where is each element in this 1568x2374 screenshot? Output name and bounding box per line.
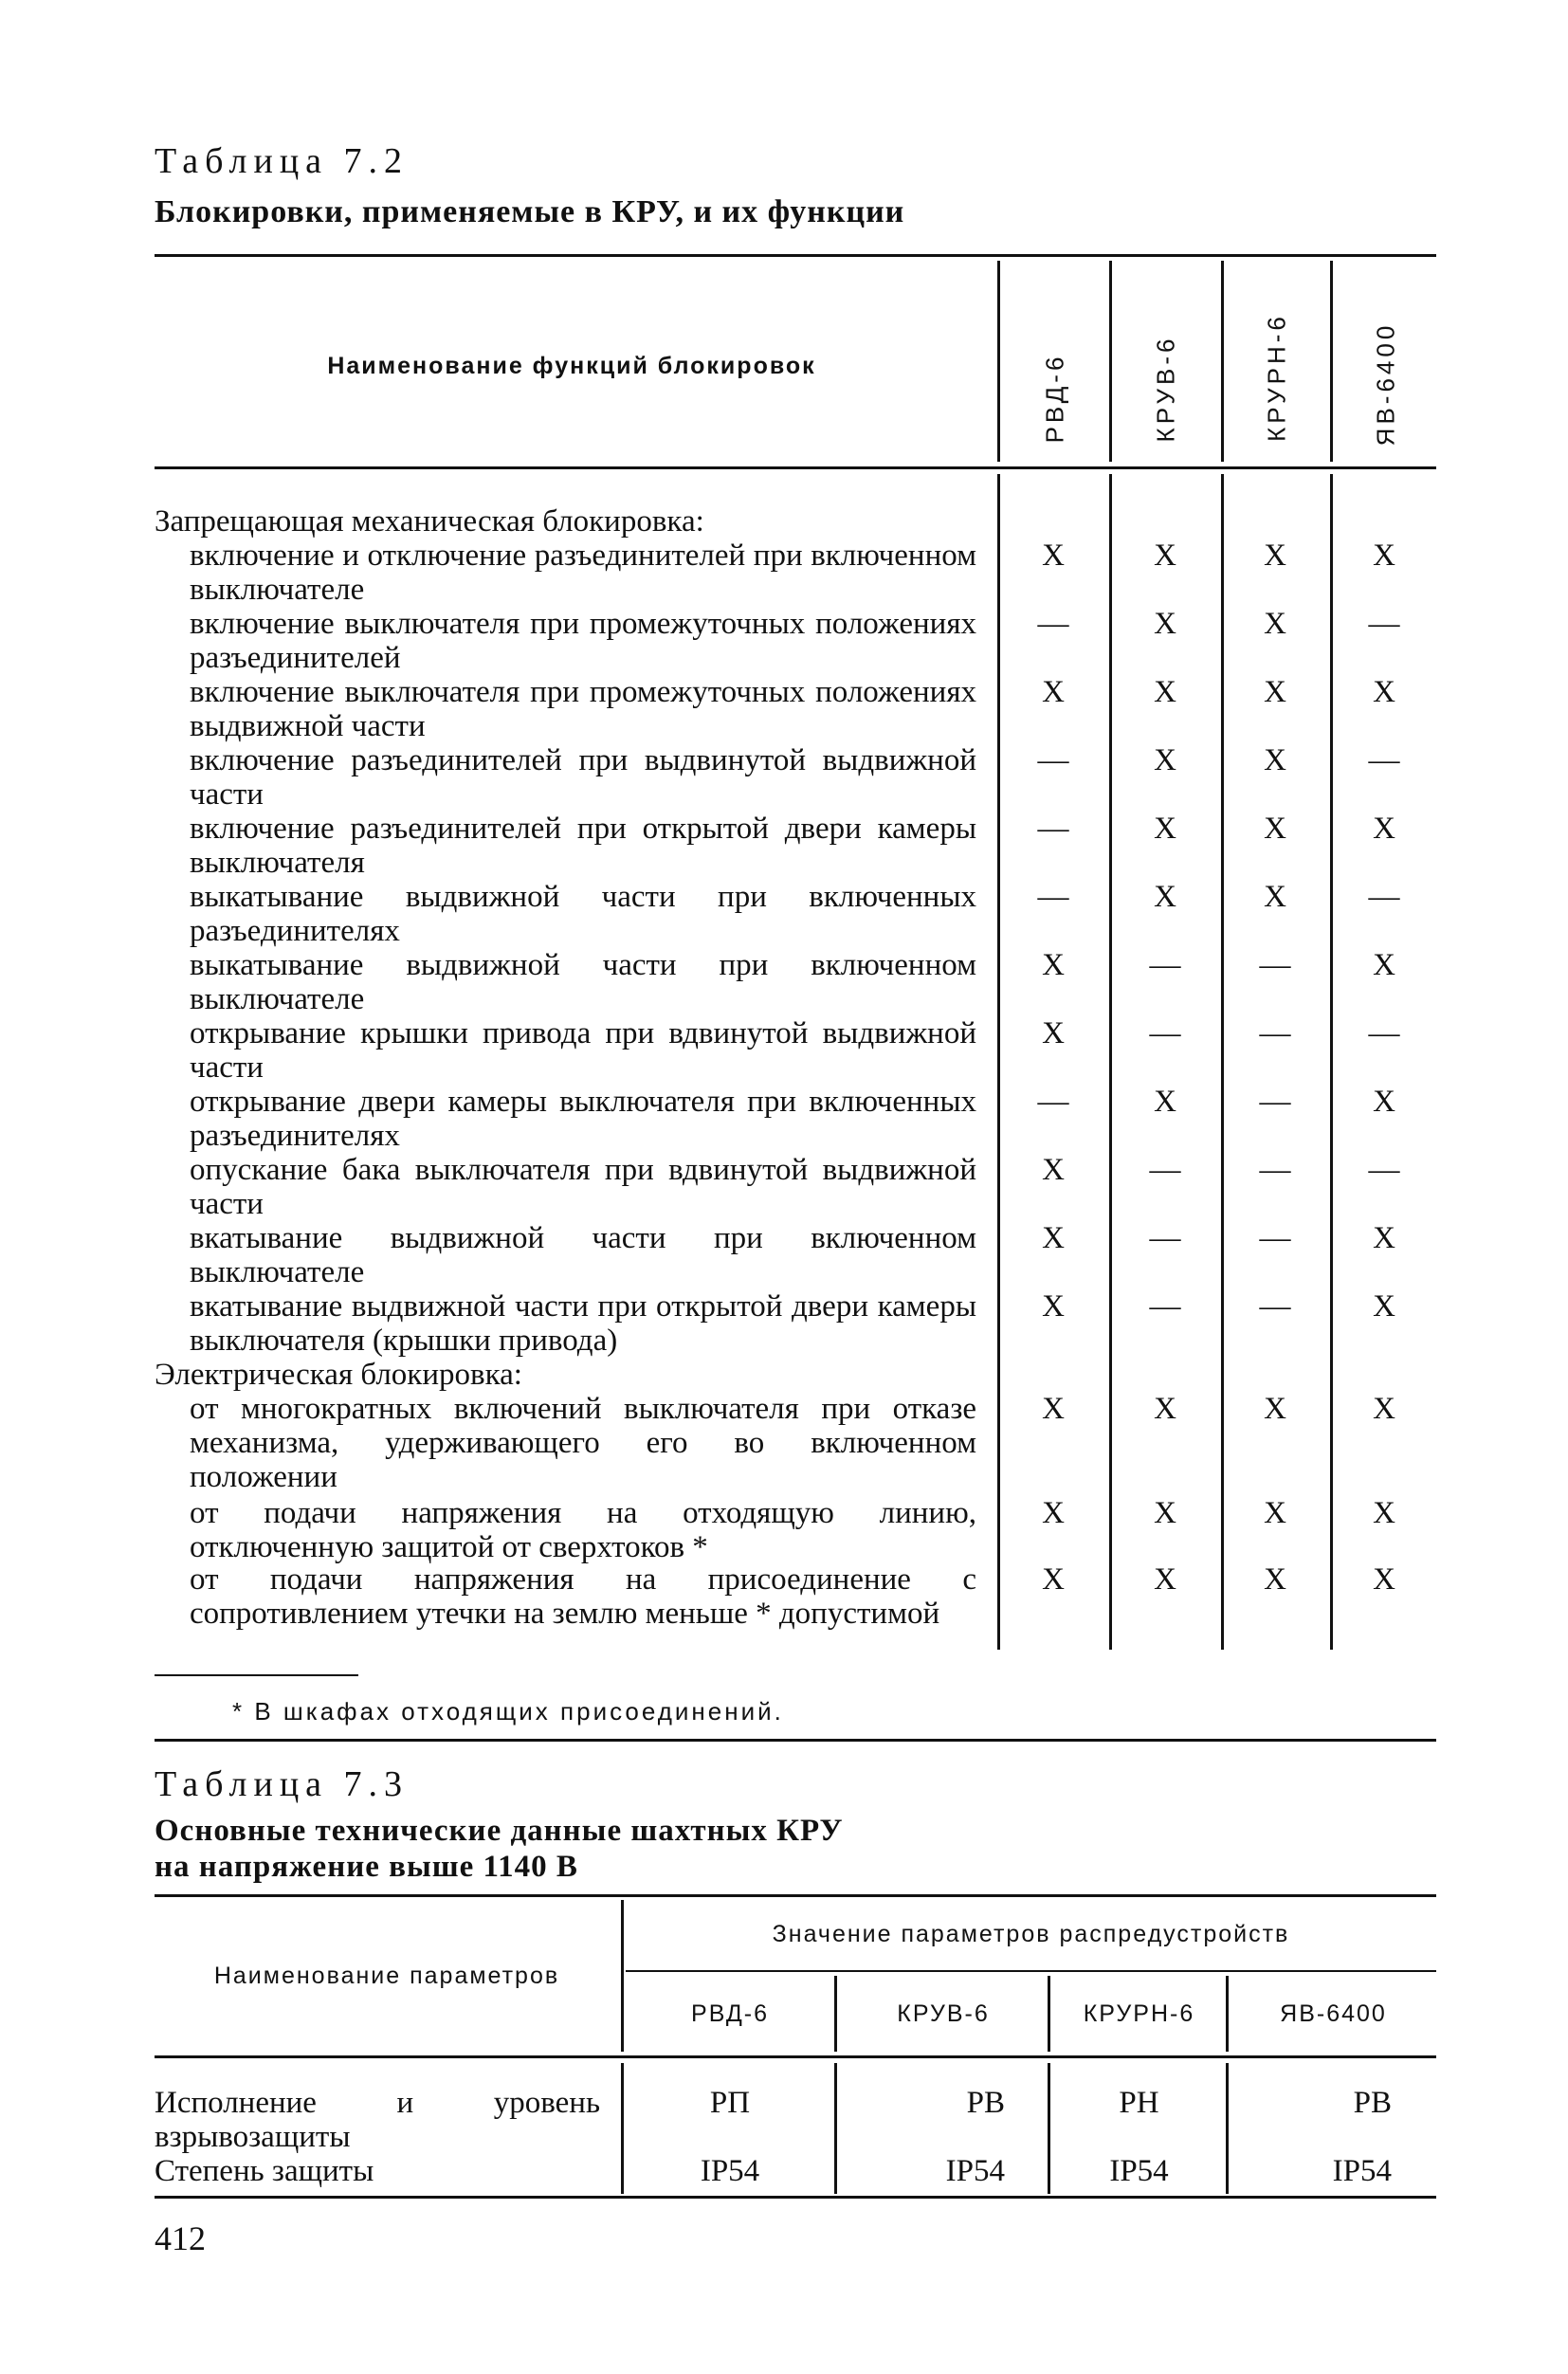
column-divider bbox=[1226, 1976, 1229, 2052]
column-header-krurn6: КРУРН-6 bbox=[1083, 2000, 1195, 2027]
row-description: включение выключателя при промежуточных положениях разъединителей bbox=[190, 607, 976, 675]
mark-yav6400: — bbox=[1368, 1016, 1400, 1050]
row-description: от многократных включений выключателя при отказе механизма, удерживающего его во включенном положении bbox=[190, 1392, 976, 1494]
column-divider bbox=[1048, 2063, 1050, 2194]
table-7-3-bottom-rule bbox=[155, 2196, 1436, 2199]
mark-rvd6: X bbox=[1042, 1562, 1065, 1597]
table-row bbox=[0, 539, 1568, 607]
row-description: включение разъединителей при выдвинутой выдвижной части bbox=[190, 743, 976, 812]
mark-rvd6: X bbox=[1042, 1392, 1065, 1426]
column-header-kruv6: КРУВ-6 bbox=[897, 2000, 990, 2027]
mark-krurn6: X bbox=[1264, 675, 1286, 709]
mark-krurn6: — bbox=[1259, 1153, 1291, 1187]
mark-rvd6: — bbox=[1037, 1085, 1069, 1119]
column-divider bbox=[997, 261, 1000, 462]
table-7-3-title-line1: Основные технические данные шахтных КРУ bbox=[155, 1814, 844, 1848]
row-description: от подачи напряжения на отходящую линию, отключенную защитой от сверхтоков * bbox=[190, 1496, 976, 1564]
row-description: открывание крышки привода при вдвинутой выдвижной части bbox=[190, 1016, 976, 1085]
header-parameter-values: Значение параметров распредустройств bbox=[772, 1921, 1290, 1947]
parameter-name bbox=[155, 2086, 600, 2154]
column-divider bbox=[834, 2063, 837, 2194]
table-row bbox=[0, 880, 1568, 948]
column-divider bbox=[1226, 2063, 1229, 2194]
value-yav6400: РВ bbox=[1353, 2086, 1392, 2120]
section-electrical: Электрическая блокировка: bbox=[155, 1358, 522, 1392]
mark-rvd6: — bbox=[1037, 607, 1069, 641]
row-description: от подачи напряжения на присоединение с сопротивлением утечки на землю меньше * допустимой bbox=[190, 1562, 976, 1631]
table-7-3-group-rule bbox=[626, 1970, 1436, 1972]
value-krurn6: РН bbox=[1119, 2086, 1159, 2120]
row-description: включение и отключение разъединителей при включенном выключателе bbox=[190, 539, 976, 607]
mark-kruv6: — bbox=[1149, 948, 1181, 982]
table-7-2-label: Таблица 7.2 bbox=[155, 141, 410, 181]
table-row bbox=[0, 743, 1568, 812]
mark-rvd6: X bbox=[1042, 948, 1065, 982]
value-kruv6: РВ bbox=[966, 2086, 1005, 2120]
mark-kruv6: — bbox=[1149, 1016, 1181, 1050]
table-row bbox=[0, 948, 1568, 1016]
mark-yav6400: X bbox=[1373, 948, 1395, 982]
parameter-name-line1: Исполнение и уровень bbox=[155, 2086, 600, 2120]
row-description: опускание бака выключателя при вдвинутой выдвижной части bbox=[190, 1153, 976, 1221]
table-7-3-top-rule bbox=[155, 1894, 1436, 1897]
column-divider bbox=[1109, 261, 1112, 462]
mark-rvd6: — bbox=[1037, 812, 1069, 846]
table-row bbox=[0, 1496, 1568, 1564]
parameter-name: Степень защиты bbox=[155, 2154, 374, 2188]
mark-yav6400: — bbox=[1368, 1153, 1400, 1187]
mark-krurn6: X bbox=[1264, 743, 1286, 777]
column-divider bbox=[1330, 261, 1333, 462]
column-divider bbox=[621, 1900, 624, 2052]
mark-krurn6: X bbox=[1264, 607, 1286, 641]
column-header-yav6400: ЯВ-6400 bbox=[1371, 321, 1400, 447]
mark-kruv6: X bbox=[1154, 812, 1176, 846]
row-description: открывание двери камеры выключателя при включенных разъединителях bbox=[190, 1085, 976, 1153]
mark-rvd6: X bbox=[1042, 1016, 1065, 1050]
table-row bbox=[0, 1016, 1568, 1085]
mark-krurn6: — bbox=[1259, 948, 1291, 982]
value-rvd6: РП bbox=[709, 2086, 751, 2120]
column-divider bbox=[1048, 1976, 1050, 2052]
row-description: вкатывание выдвижной части при открытой двери камеры выключателя (крышки привода) bbox=[190, 1289, 976, 1358]
column-divider bbox=[621, 2063, 624, 2194]
section-separator bbox=[155, 1739, 1436, 1742]
mark-rvd6: X bbox=[1042, 1153, 1065, 1187]
column-header-krurn6: КРУРН-6 bbox=[1262, 313, 1291, 442]
table-row bbox=[0, 1392, 1568, 1494]
value-kruv6: IP54 bbox=[945, 2154, 1005, 2188]
column-divider bbox=[834, 1976, 837, 2052]
value-rvd6: IP54 bbox=[700, 2154, 760, 2188]
table-7-3-label: Таблица 7.3 bbox=[155, 1764, 410, 1804]
mark-yav6400: — bbox=[1368, 743, 1400, 777]
value-krurn6: IP54 bbox=[1109, 2154, 1169, 2188]
parameter-name-line2: взрывозащиты bbox=[155, 2120, 351, 2154]
table-7-2-top-rule bbox=[155, 254, 1436, 257]
mark-rvd6: X bbox=[1042, 1221, 1065, 1255]
mark-rvd6: X bbox=[1042, 1496, 1065, 1530]
mark-yav6400: X bbox=[1373, 1289, 1395, 1324]
mark-rvd6: X bbox=[1042, 675, 1065, 709]
column-divider bbox=[1221, 261, 1224, 462]
mark-krurn6: X bbox=[1264, 880, 1286, 914]
mark-krurn6: X bbox=[1264, 1562, 1286, 1597]
mark-kruv6: X bbox=[1154, 1496, 1176, 1530]
mark-kruv6: X bbox=[1154, 1085, 1176, 1119]
mark-kruv6: — bbox=[1149, 1289, 1181, 1324]
mark-yav6400: X bbox=[1373, 1562, 1395, 1597]
mark-yav6400: X bbox=[1373, 1221, 1395, 1255]
header-function-name: Наименование функций блокировок bbox=[327, 353, 816, 379]
table-row bbox=[0, 1562, 1568, 1631]
table-row bbox=[0, 1221, 1568, 1289]
mark-krurn6: X bbox=[1264, 812, 1286, 846]
table-7-3-title-line2: на напряжение выше 1140 В bbox=[155, 1850, 578, 1884]
mark-krurn6: X bbox=[1264, 539, 1286, 573]
mark-kruv6: X bbox=[1154, 880, 1176, 914]
mark-rvd6: — bbox=[1037, 880, 1069, 914]
mark-kruv6: — bbox=[1149, 1221, 1181, 1255]
mark-yav6400: X bbox=[1373, 1496, 1395, 1530]
page-number: 412 bbox=[155, 2219, 206, 2257]
row-description: выкатывание выдвижной части при включенных разъединителях bbox=[190, 880, 976, 948]
mark-krurn6: X bbox=[1264, 1392, 1286, 1426]
column-header-kruv6: КРУВ-6 bbox=[1151, 335, 1180, 443]
row-description: выкатывание выдвижной части при включенном выключателе bbox=[190, 948, 976, 1016]
table-row bbox=[0, 1153, 1568, 1221]
mark-krurn6: — bbox=[1259, 1085, 1291, 1119]
column-header-rvd6: РВД-6 bbox=[691, 2000, 769, 2027]
table-row bbox=[0, 607, 1568, 675]
mark-yav6400: X bbox=[1373, 675, 1395, 709]
mark-rvd6: — bbox=[1037, 743, 1069, 777]
row-description: включение разъединителей при открытой двери камеры выключателя bbox=[190, 812, 976, 880]
table-row bbox=[0, 1085, 1568, 1153]
value-yav6400: IP54 bbox=[1332, 2154, 1392, 2188]
table-7-3-header-rule bbox=[155, 2055, 1436, 2058]
mark-rvd6: X bbox=[1042, 1289, 1065, 1324]
mark-yav6400: — bbox=[1368, 607, 1400, 641]
mark-kruv6: — bbox=[1149, 1153, 1181, 1187]
footnote-rule bbox=[155, 1674, 358, 1676]
table-7-3-title bbox=[155, 1813, 844, 1885]
column-header-yav6400: ЯВ-6400 bbox=[1280, 2000, 1387, 2027]
mark-rvd6: X bbox=[1042, 539, 1065, 573]
table-7-2-header-rule bbox=[155, 466, 1436, 469]
mark-kruv6: X bbox=[1154, 743, 1176, 777]
mark-krurn6: — bbox=[1259, 1221, 1291, 1255]
mark-yav6400: X bbox=[1373, 1085, 1395, 1119]
mark-yav6400: X bbox=[1373, 539, 1395, 573]
mark-yav6400: X bbox=[1373, 812, 1395, 846]
mark-krurn6: — bbox=[1259, 1289, 1291, 1324]
mark-krurn6: — bbox=[1259, 1016, 1291, 1050]
mark-kruv6: X bbox=[1154, 539, 1176, 573]
mark-kruv6: X bbox=[1154, 1562, 1176, 1597]
row-description: вкатывание выдвижной части при включенном выключателе bbox=[190, 1221, 976, 1289]
mark-krurn6: X bbox=[1264, 1496, 1286, 1530]
row-description: включение выключателя при промежуточных положениях выдвижной части bbox=[190, 675, 976, 743]
mark-yav6400: X bbox=[1373, 1392, 1395, 1426]
mark-kruv6: X bbox=[1154, 675, 1176, 709]
footnote: * В шкафах отходящих присоединений. bbox=[232, 1697, 784, 1726]
table-row bbox=[0, 675, 1568, 743]
header-parameter-name: Наименование параметров bbox=[213, 1963, 560, 1989]
column-header-rvd6: РВД-6 bbox=[1040, 353, 1069, 444]
mark-yav6400: — bbox=[1368, 880, 1400, 914]
table-row bbox=[0, 812, 1568, 880]
table-row bbox=[0, 1289, 1568, 1358]
table-7-2-title: Блокировки, применяемые в КРУ, и их функции bbox=[155, 194, 905, 229]
section-mechanical: Запрещающая механическая блокировка: bbox=[155, 504, 704, 539]
mark-kruv6: X bbox=[1154, 607, 1176, 641]
mark-kruv6: X bbox=[1154, 1392, 1176, 1426]
